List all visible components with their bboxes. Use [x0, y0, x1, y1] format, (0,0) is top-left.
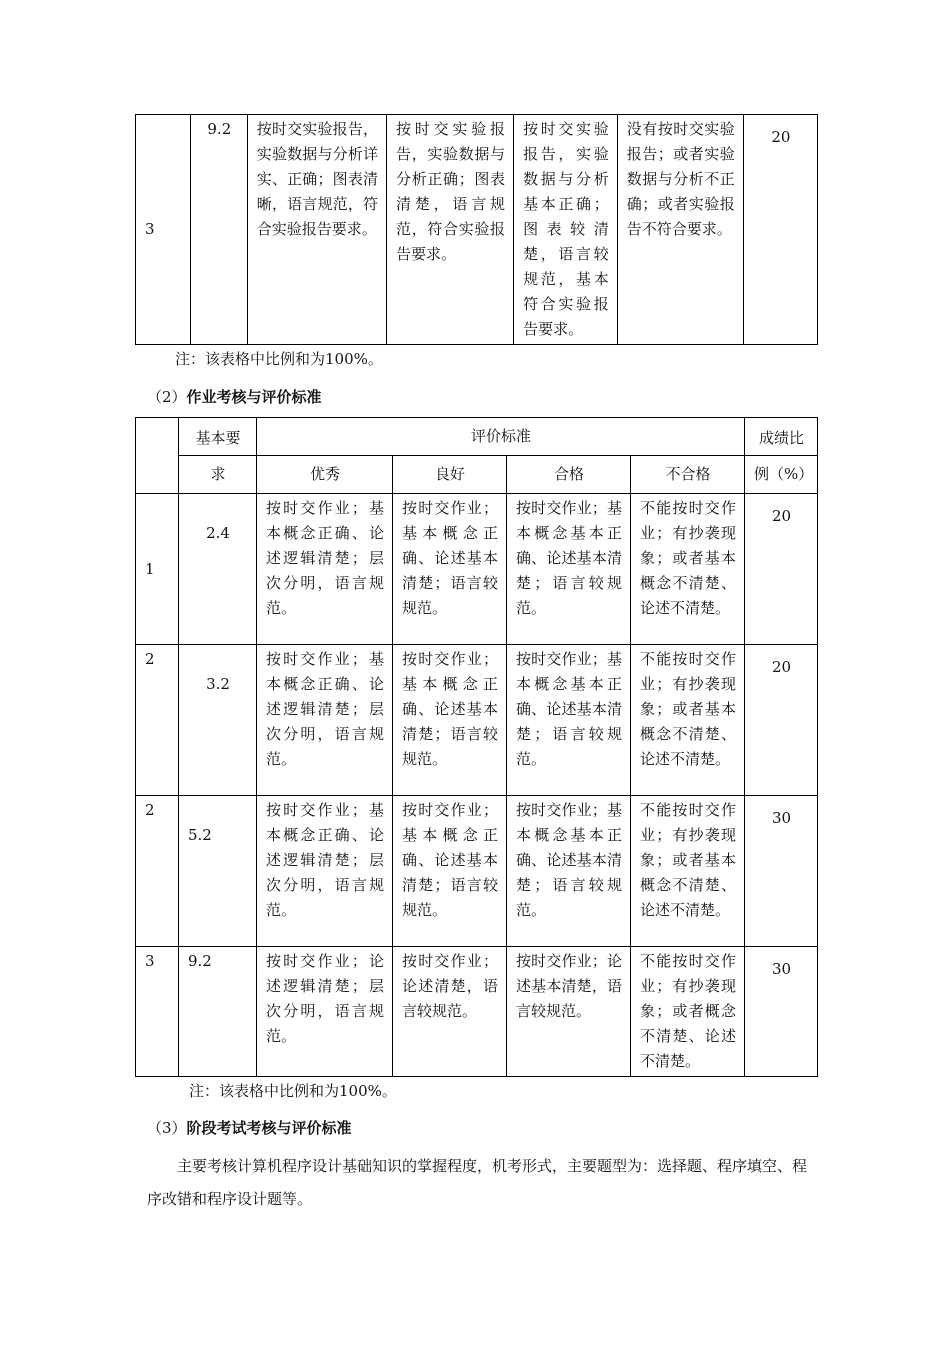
criteria-pass: 按时交实验报告，实验数据与分析基本正确；图表较清楚，语言较规范，基本符合实验报告要求。 [514, 115, 618, 345]
criteria-fail: 没有按时交实验报告；或者实验数据与分析不正确；或者实验报告不符合要求。 [617, 115, 743, 345]
criteria-fail: 不能按时交作业；有抄袭现象；或者基本概念不清楚、论述不清楚。 [631, 494, 745, 645]
score-ratio: 20 [745, 494, 818, 645]
basic-requirement: 2.4 [179, 494, 257, 645]
criteria-pass: 按时交作业；基本概念基本正确、论述基本清楚；语言较规范。 [507, 494, 631, 645]
table-row [136, 645, 818, 796]
score-ratio: 30 [745, 947, 818, 1077]
row-number: 3 [136, 115, 191, 345]
header-blank [136, 418, 179, 494]
table-note: 注：该表格中比例和为100%。 [189, 1082, 397, 1100]
table-note: 注：该表格中比例和为100%。 [175, 350, 383, 368]
criteria-excellent: 按时交作业；基本概念正确、论述逻辑清楚；层次分明，语言规范。 [257, 796, 393, 947]
row-number: 2 [136, 796, 179, 947]
header-excellent: 优秀 [257, 456, 393, 494]
score-ratio: 30 [745, 796, 818, 947]
header-row [136, 418, 818, 456]
criteria-fail: 不能按时交作业；有抄袭现象；或者概念不清楚、论述不清楚。 [631, 947, 745, 1077]
criteria-fail: 不能按时交作业；有抄袭现象；或者基本概念不清楚、论述不清楚。 [631, 796, 745, 947]
header-basic-requirement-1: 基本要 [179, 418, 257, 456]
header-basic-requirement-2: 求 [179, 456, 257, 494]
criteria-good: 按时交作业；基本概念正确、论述基本清楚；语言较规范。 [393, 494, 507, 645]
row-number: 2 [136, 645, 179, 796]
criteria-pass: 按时交作业；论述基本清楚，语言较规范。 [507, 947, 631, 1077]
row-number: 1 [136, 494, 179, 645]
criteria-excellent: 按时交作业；基本概念正确、论述逻辑清楚；层次分明，语言规范。 [257, 494, 393, 645]
row-number: 3 [136, 947, 179, 1077]
criteria-excellent: 按时交实验报告，实验数据与分析详实、正确；图表清晰，语言规范，符合实验报告要求。 [247, 115, 386, 345]
score-ratio: 20 [743, 115, 817, 345]
header-ratio-1: 成绩比 [745, 418, 818, 456]
criteria-good: 按时交作业；基本概念正确、论述基本清楚；语言较规范。 [393, 796, 507, 947]
basic-requirement: 3.2 [179, 645, 257, 796]
section-heading [147, 1117, 352, 1138]
basic-requirement: 9.2 [190, 115, 247, 345]
criteria-pass: 按时交作业；基本概念基本正确、论述基本清楚；语言较规范。 [507, 645, 631, 796]
body-paragraph [147, 1150, 812, 1216]
section-number: （2） [147, 388, 187, 406]
criteria-pass: 按时交作业；基本概念基本正确、论述基本清楚；语言较规范。 [507, 796, 631, 947]
basic-requirement: 9.2 [179, 947, 257, 1077]
header-row [136, 456, 818, 494]
header-fail: 不合格 [631, 456, 745, 494]
section-title: 阶段考试考核与评价标准 [186, 1119, 352, 1137]
section-number: （3） [147, 1119, 187, 1137]
paragraph-text: 主要考核计算机程序设计基础知识的掌握程度，机考形式，主要题型为：选择题、程序填空、程序改错和程序设计题等。 [147, 1157, 808, 1208]
header-good: 良好 [393, 456, 507, 494]
criteria-excellent: 按时交作业；基本概念正确、论述逻辑清楚；层次分明，语言规范。 [257, 645, 393, 796]
table-row [136, 115, 818, 345]
header-ratio-2: 例（%） [745, 456, 818, 494]
section-heading [147, 386, 322, 407]
table-row [136, 796, 818, 947]
basic-requirement: 5.2 [179, 796, 257, 947]
section-title: 作业考核与评价标准 [186, 388, 322, 406]
criteria-excellent: 按时交作业；论述逻辑清楚；层次分明，语言规范。 [257, 947, 393, 1077]
header-criteria: 评价标准 [257, 418, 745, 456]
table-row [136, 494, 818, 645]
score-ratio: 20 [745, 645, 818, 796]
criteria-good: 按时交作业；论述清楚，语言较规范。 [393, 947, 507, 1077]
experiment-criteria-table [135, 114, 818, 345]
criteria-good: 按时交实验报告，实验数据与分析正确；图表清楚，语言规范，符合实验报告要求。 [387, 115, 514, 345]
criteria-fail: 不能按时交作业；有抄袭现象；或者基本概念不清楚、论述不清楚。 [631, 645, 745, 796]
header-pass: 合格 [507, 456, 631, 494]
criteria-good: 按时交作业；基本概念正确、论述基本清楚；语言较规范。 [393, 645, 507, 796]
homework-criteria-table [135, 417, 818, 1077]
table-row [136, 947, 818, 1077]
